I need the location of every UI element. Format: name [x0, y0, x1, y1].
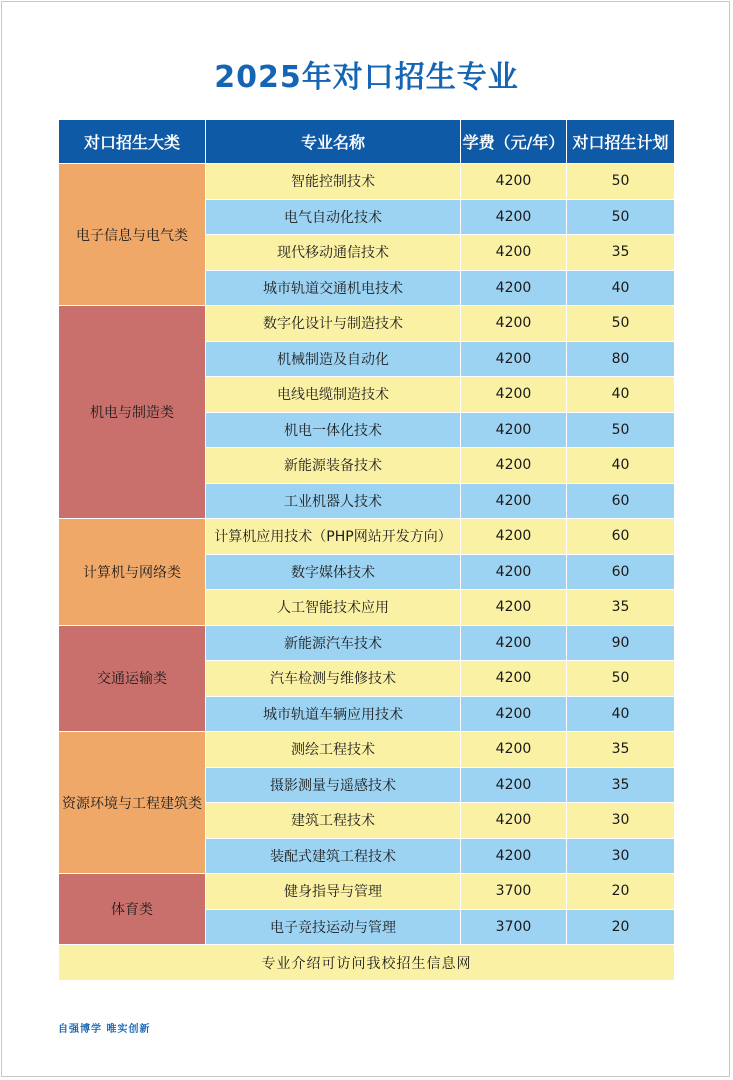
tuition-cell: 4200 [461, 625, 567, 661]
plan-cell: 40 [567, 377, 675, 413]
table-row [59, 874, 675, 910]
tuition-cell: 4200 [461, 164, 567, 200]
tuition-cell: 4200 [461, 767, 567, 803]
category-cell: 资源环境与工程建筑类 [59, 732, 206, 874]
major-name-cell: 装配式建筑工程技术 [206, 838, 461, 874]
header-tuition: 学费（元/年） [461, 120, 567, 164]
major-name-cell: 建筑工程技术 [206, 803, 461, 839]
major-name-cell: 智能控制技术 [206, 164, 461, 200]
table-body [59, 164, 675, 945]
major-name-cell: 机械制造及自动化 [206, 341, 461, 377]
plan-cell: 60 [567, 554, 675, 590]
major-name-cell: 健身指导与管理 [206, 874, 461, 910]
major-name-cell: 计算机应用技术（PHP网站开发方向） [206, 519, 461, 555]
table-header-row [59, 120, 675, 164]
tuition-cell: 4200 [461, 732, 567, 768]
header-plan: 对口招生计划 [567, 120, 675, 164]
footer-row [59, 945, 675, 981]
tuition-cell: 4200 [461, 696, 567, 732]
plan-cell: 40 [567, 696, 675, 732]
major-name-cell: 电线电缆制造技术 [206, 377, 461, 413]
table-row [59, 732, 675, 768]
tuition-cell: 4200 [461, 661, 567, 697]
tuition-cell: 4200 [461, 483, 567, 519]
tuition-cell: 4200 [461, 341, 567, 377]
major-name-cell: 机电一体化技术 [206, 412, 461, 448]
category-cell: 交通运输类 [59, 625, 206, 732]
plan-cell: 30 [567, 838, 675, 874]
major-name-cell: 现代移动通信技术 [206, 235, 461, 271]
tuition-cell: 4200 [461, 377, 567, 413]
category-cell: 机电与制造类 [59, 306, 206, 519]
plan-cell: 40 [567, 448, 675, 484]
plan-cell: 50 [567, 199, 675, 235]
tuition-cell: 4200 [461, 448, 567, 484]
major-name-cell: 电气自动化技术 [206, 199, 461, 235]
plan-cell: 40 [567, 270, 675, 306]
table-row [59, 164, 675, 200]
tuition-cell: 4200 [461, 270, 567, 306]
table-row [59, 306, 675, 342]
category-cell: 电子信息与电气类 [59, 164, 206, 306]
plan-cell: 20 [567, 874, 675, 910]
plan-cell: 80 [567, 341, 675, 377]
major-name-cell: 城市轨道交通机电技术 [206, 270, 461, 306]
plan-cell: 30 [567, 803, 675, 839]
major-name-cell: 汽车检测与维修技术 [206, 661, 461, 697]
plan-cell: 35 [567, 590, 675, 626]
plan-cell: 90 [567, 625, 675, 661]
major-name-cell: 摄影测量与遥感技术 [206, 767, 461, 803]
tuition-cell: 4200 [461, 838, 567, 874]
tuition-cell: 4200 [461, 554, 567, 590]
tuition-cell: 3700 [461, 909, 567, 945]
table-row [59, 625, 675, 661]
major-name-cell: 新能源装备技术 [206, 448, 461, 484]
tuition-cell: 4200 [461, 519, 567, 555]
school-motto: 自强博学 唯实创新 [58, 1024, 151, 1035]
plan-cell: 20 [567, 909, 675, 945]
plan-cell: 50 [567, 306, 675, 342]
major-name-cell: 工业机器人技术 [206, 483, 461, 519]
tuition-cell: 4200 [461, 590, 567, 626]
major-name-cell: 新能源汽车技术 [206, 625, 461, 661]
header-major-name: 专业名称 [206, 120, 461, 164]
plan-cell: 50 [567, 661, 675, 697]
footer-note: 专业介绍可访问我校招生信息网 [59, 945, 675, 981]
plan-cell: 35 [567, 732, 675, 768]
plan-cell: 50 [567, 164, 675, 200]
plan-cell: 50 [567, 412, 675, 448]
major-name-cell: 人工智能技术应用 [206, 590, 461, 626]
header-category: 对口招生大类 [59, 120, 206, 164]
plan-cell: 60 [567, 519, 675, 555]
plan-cell: 60 [567, 483, 675, 519]
tuition-cell: 4200 [461, 235, 567, 271]
plan-cell: 35 [567, 235, 675, 271]
category-cell: 体育类 [59, 874, 206, 945]
major-name-cell: 数字媒体技术 [206, 554, 461, 590]
major-name-cell: 测绘工程技术 [206, 732, 461, 768]
tuition-cell: 4200 [461, 199, 567, 235]
plan-cell: 35 [567, 767, 675, 803]
majors-table [58, 119, 675, 981]
tuition-cell: 4200 [461, 803, 567, 839]
tuition-cell: 3700 [461, 874, 567, 910]
major-name-cell: 电子竞技运动与管理 [206, 909, 461, 945]
tuition-cell: 4200 [461, 306, 567, 342]
tuition-cell: 4200 [461, 412, 567, 448]
table-row [59, 519, 675, 555]
category-cell: 计算机与网络类 [59, 519, 206, 626]
major-name-cell: 城市轨道车辆应用技术 [206, 696, 461, 732]
major-name-cell: 数字化设计与制造技术 [206, 306, 461, 342]
page-title: 2025年对口招生专业 [214, 60, 519, 95]
